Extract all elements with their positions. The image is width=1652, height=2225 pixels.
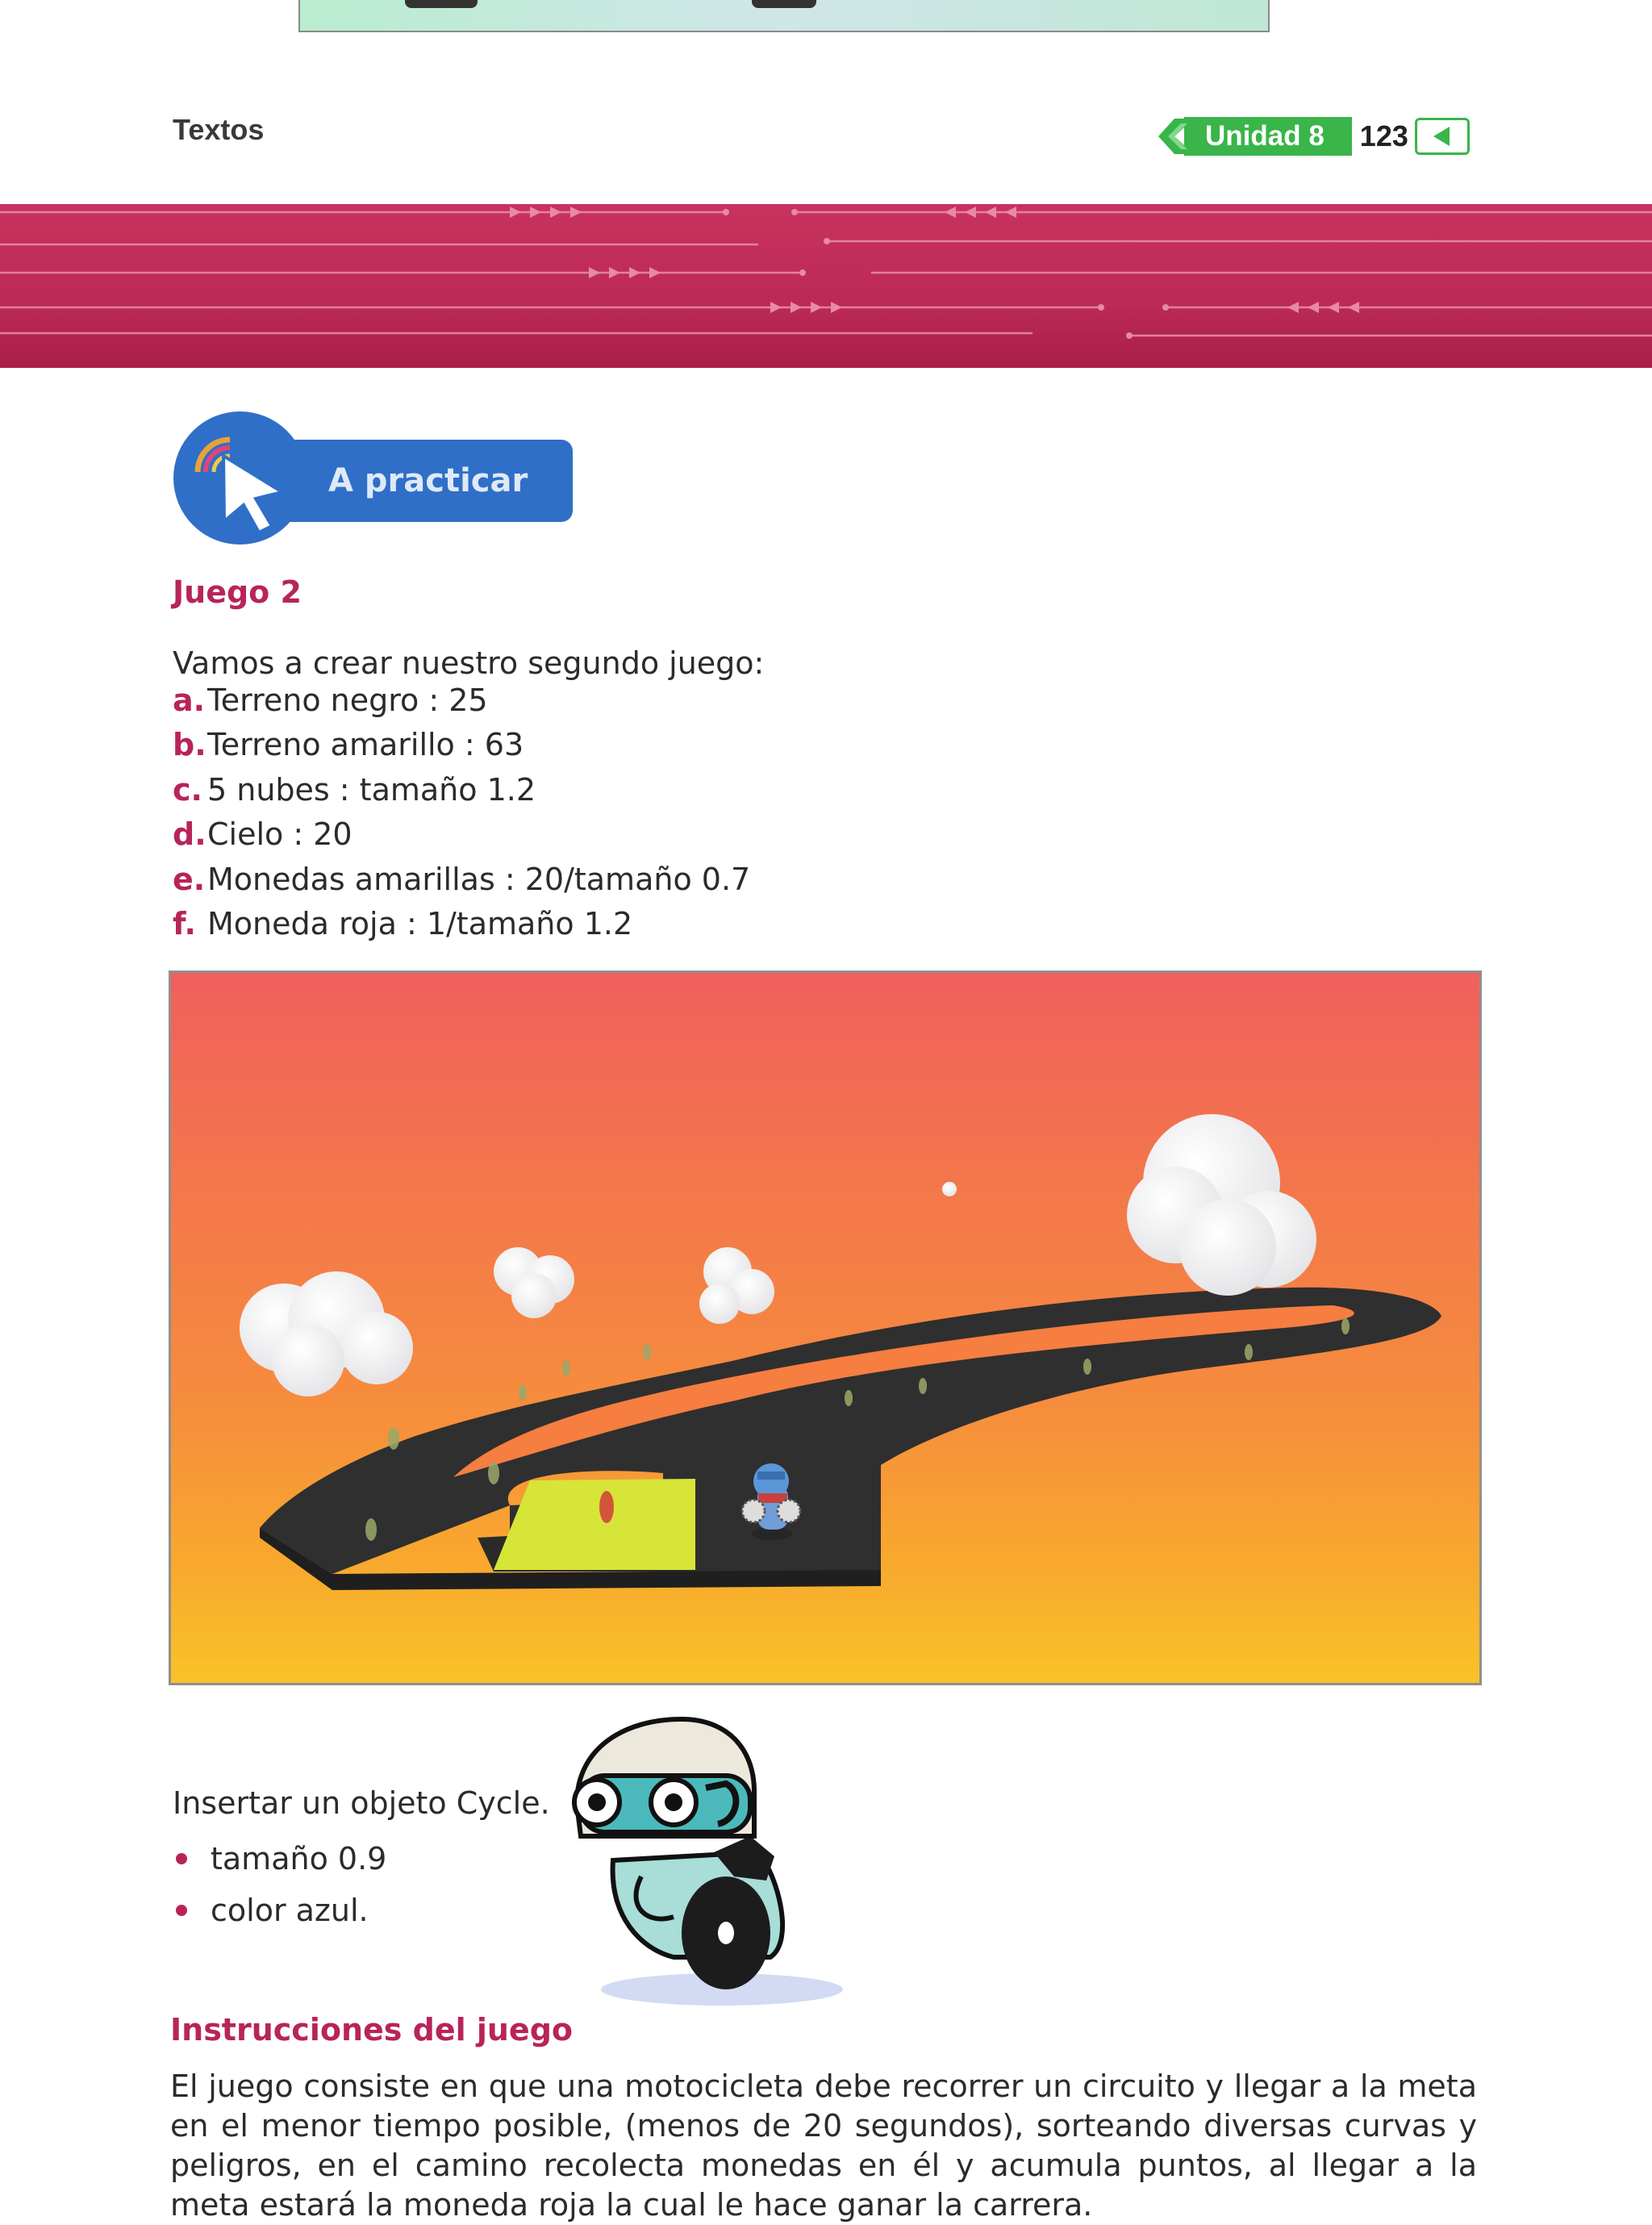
list-item-text: Moneda roja : 1/tamaño 1.2 [207,906,633,942]
list-item [173,767,750,812]
unit-back-chevron-icon[interactable] [1158,115,1195,157]
list-item [173,723,750,768]
page-number: 123 [1359,119,1408,152]
list-marker: d. [173,816,206,853]
practice-badge [173,411,573,545]
list-item-text: Terreno negro : 25 [207,682,488,718]
practice-circle [173,411,307,545]
unit-label: Unidad 8 [1184,117,1352,156]
list-marker: f. [173,906,196,942]
red-coin [599,1491,614,1523]
game-screenshot [169,971,1482,1685]
list-item [173,678,750,723]
cursor-click-icon [173,411,307,545]
list-item-text: 5 nubes : tamaño 1.2 [207,771,536,808]
cycle-properties-list [173,1833,386,1936]
list-marker: a. [173,682,206,718]
list-item [173,812,750,858]
list-item-text: color azul. [211,1893,369,1928]
black-terrain-track [260,1288,1441,1590]
practice-label: A practicar [328,462,528,499]
list-item-text: Cielo : 20 [207,816,353,853]
list-item-text: tamaño 0.9 [211,1841,387,1876]
top-cropped-image [298,0,1270,32]
game-intro: Vamos a crear nuestro segundo juego: [173,645,765,681]
bullet-dot [176,1905,187,1916]
instructions-title: Instrucciones del juego [170,2012,574,2048]
cycle-character-illustration [553,1715,872,2009]
section-label: Textos [173,113,265,146]
list-marker: e. [173,861,206,897]
instructions-body: El juego consiste en que una motocicleta debe recorrer un circuito y llegar a la meta en el menor tiempo posible, (menos de 20 segundos), sorteando diversas curvas y peligros, en el camino recolecta monedas en él y acumula puntos, al llegar a la meta estará la moneda roja la cual le hace ganar la carrera. [170,2068,1477,2223]
yellow-terrain [494,1479,695,1570]
list-item-text: Terreno amarillo : 63 [207,727,524,763]
list-item [173,857,750,902]
list-item-text: Monedas amarillas : 20/tamaño 0.7 [207,861,751,897]
game-title: Juego 2 [173,574,302,610]
decorative-banner [0,204,1652,368]
back-button[interactable] [1415,118,1470,155]
back-triangle-icon [1430,124,1454,148]
cycle-insert-text: Insertar un objeto Cycle. [173,1785,550,1821]
list-item [173,1885,386,1936]
list-marker: b. [173,727,206,763]
list-marker: c. [173,771,202,808]
bullet-dot [176,1853,187,1864]
game-requirements-list [173,678,750,946]
unit-badge [1158,115,1470,157]
list-item [173,1833,386,1885]
list-item [173,902,750,947]
